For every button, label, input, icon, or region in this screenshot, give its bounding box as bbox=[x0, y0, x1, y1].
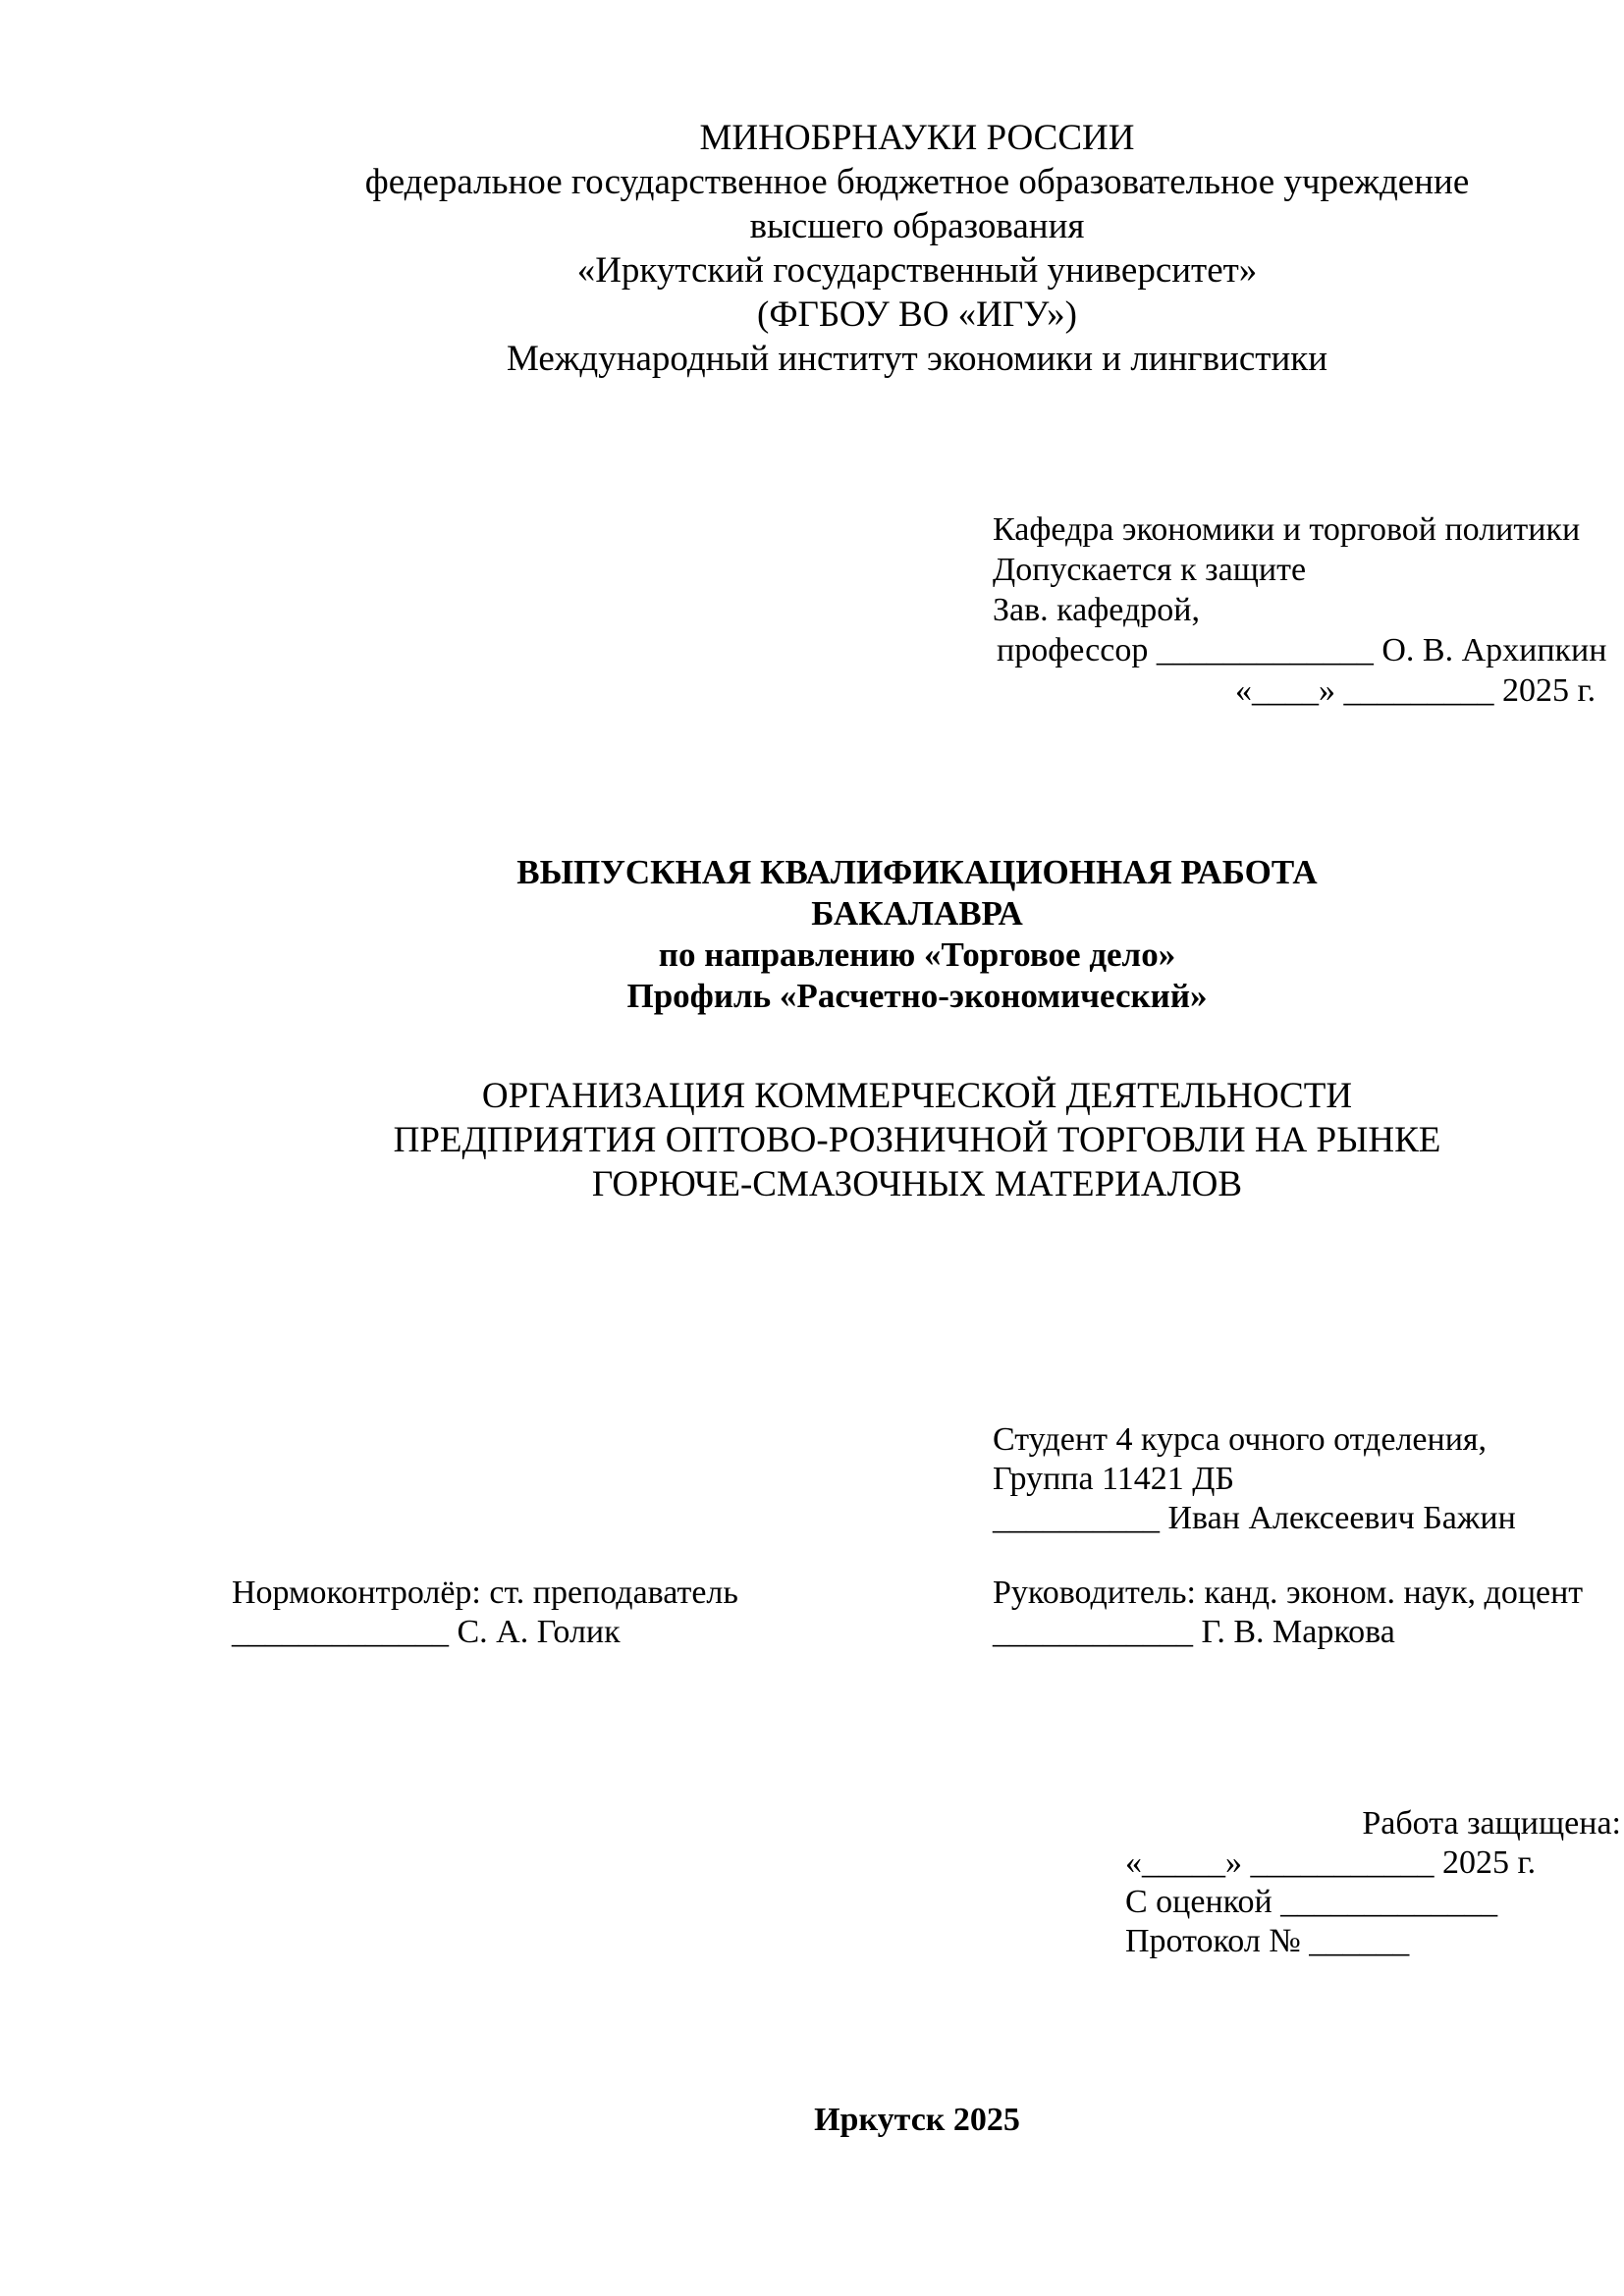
work-type-line: ВЫПУСКНАЯ КВАЛИФИКАЦИОННАЯ РАБОТА bbox=[516, 853, 1318, 891]
university-header bbox=[0, 116, 1624, 381]
student-block bbox=[993, 1420, 1621, 1538]
approval-block bbox=[993, 509, 1621, 711]
profile-line: Профиль «Расчетно-экономический» bbox=[626, 977, 1208, 1015]
direction-line: по направлению «Торговое дело» bbox=[658, 935, 1176, 974]
city-year: Иркутск 2025 bbox=[814, 2102, 1020, 2138]
student-group-line: Группа 11421 ДБ bbox=[993, 1461, 1235, 1497]
defense-grade-line: С оценкой _____________ bbox=[1125, 1884, 1498, 1920]
degree-line: БАКАЛАВРА bbox=[811, 894, 1023, 933]
defense-block bbox=[1125, 1804, 1621, 1961]
supervisor-signature-line: ____________ Г. В. Маркова bbox=[993, 1614, 1395, 1650]
thesis-topic bbox=[0, 1074, 1624, 1206]
institute-line: Международный институт экономики и лингвистики bbox=[506, 339, 1328, 379]
ministry-line: МИНОБРНАУКИ РОССИИ bbox=[699, 118, 1135, 158]
topic-line-1: ОРГАНИЗАЦИЯ КОММЕРЧЕСКОЙ ДЕЯТЕЛЬНОСТИ bbox=[481, 1076, 1353, 1116]
student-course-line: Студент 4 курса очного отделения, bbox=[993, 1421, 1488, 1458]
university-abbr-line: (ФГБОУ ВО «ИГУ») bbox=[757, 294, 1077, 335]
supervisor-title-line: Руководитель: канд. эконом. наук, доцент bbox=[993, 1575, 1584, 1611]
student-signature-line: __________ Иван Алексеевич Бажин bbox=[993, 1500, 1516, 1536]
head-signature-line: профессор _____________ О. В. Архипкин bbox=[997, 632, 1607, 668]
approval-date-line: «____» _________ 2025 г. bbox=[1235, 672, 1597, 709]
admitted-line: Допускается к защите bbox=[993, 552, 1307, 588]
normcontrol-signature-line: _____________ С. А. Голик bbox=[232, 1614, 621, 1650]
defense-protocol-line: Протокол № ______ bbox=[1125, 1923, 1410, 1959]
supervisor-block bbox=[993, 1574, 1621, 1652]
institution-type-line: федеральное государственное бюджетное образовательное учреждение bbox=[364, 162, 1470, 202]
topic-line-2: ПРЕДПРИЯТИЯ ОПТОВО-РОЗНИЧНОЙ ТОРГОВЛИ НА РЫНКЕ bbox=[393, 1120, 1441, 1160]
normcontrol-block bbox=[232, 1574, 782, 1652]
defense-date-line: «_____» ___________ 2025 г. bbox=[1125, 1844, 1537, 1881]
head-title-line: Зав. кафедрой, bbox=[993, 592, 1200, 628]
normcontrol-title-line: Нормоконтролёр: ст. преподаватель bbox=[232, 1575, 738, 1611]
work-type-block bbox=[0, 852, 1624, 1017]
education-level-line: высшего образования bbox=[749, 206, 1085, 246]
university-name-line: «Иркутский государственный университет» bbox=[576, 250, 1258, 291]
department-line: Кафедра экономики и торговой политики bbox=[993, 511, 1581, 548]
defense-title-line: Работа защищена: bbox=[1362, 1805, 1621, 1842]
topic-line-3: ГОРЮЧЕ-СМАЗОЧНЫХ МАТЕРИАЛОВ bbox=[591, 1164, 1243, 1204]
